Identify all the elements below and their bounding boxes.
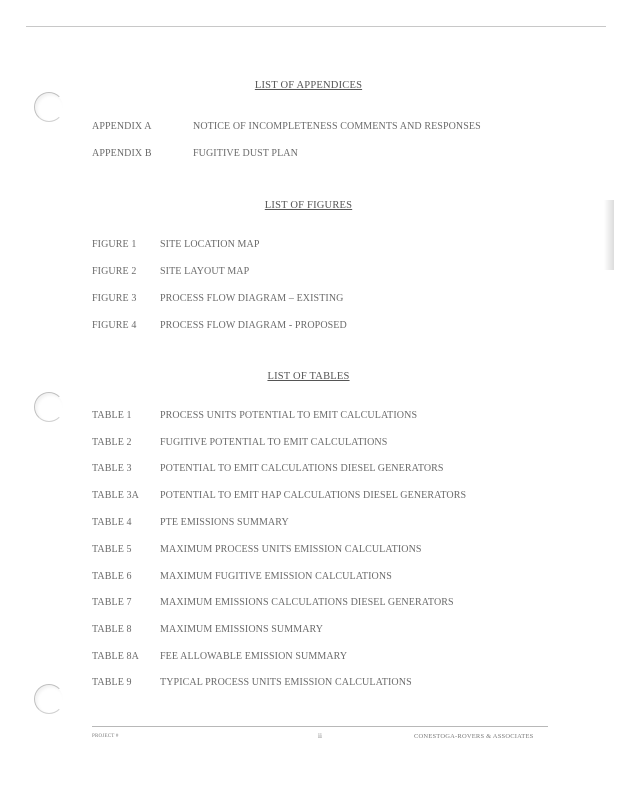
appendices-title: LIST OF APPENDICES — [254, 80, 363, 91]
figure-desc: SITE LOCATION MAP — [160, 239, 260, 250]
table-desc: PTE EMISSIONS SUMMARY — [160, 517, 289, 528]
table-desc: MAXIMUM FUGITIVE EMISSION CALCULATIONS — [160, 571, 392, 582]
table-code: TABLE 3 — [92, 463, 132, 474]
table-code: TABLE 9 — [92, 677, 132, 688]
table-code: TABLE 3A — [92, 490, 139, 501]
tables-title: LIST OF TABLES — [267, 371, 350, 382]
figure-code: FIGURE 3 — [92, 293, 137, 304]
figure-code: FIGURE 1 — [92, 239, 137, 250]
footer-divider — [92, 726, 548, 727]
figure-desc: PROCESS FLOW DIAGRAM – EXISTING — [160, 293, 344, 304]
appendix-code: APPENDIX B — [92, 148, 152, 159]
figure-code: FIGURE 2 — [92, 266, 137, 277]
table-desc: POTENTIAL TO EMIT CALCULATIONS DIESEL GENERATORS — [160, 463, 444, 474]
table-desc: MAXIMUM EMISSIONS SUMMARY — [160, 624, 324, 635]
table-desc: MAXIMUM EMISSIONS CALCULATIONS DIESEL GENERATORS — [160, 597, 454, 608]
appendix-code: APPENDIX A — [92, 121, 152, 132]
table-desc: MAXIMUM PROCESS UNITS EMISSION CALCULATIONS — [160, 544, 422, 555]
appendix-desc: FUGITIVE DUST PLAN — [193, 148, 298, 159]
footer-project-number: PROJECT # — [92, 734, 119, 739]
table-code: TABLE 7 — [92, 597, 132, 608]
table-desc: PROCESS UNITS POTENTIAL TO EMIT CALCULATIONS — [160, 410, 418, 421]
table-desc: TYPICAL PROCESS UNITS EMISSION CALCULATIONS — [160, 677, 412, 688]
table-desc: POTENTIAL TO EMIT HAP CALCULATIONS DIESEL GENERATORS — [160, 490, 467, 501]
table-desc: FEE ALLOWABLE EMISSION SUMMARY — [160, 651, 348, 662]
figure-code: FIGURE 4 — [92, 320, 137, 331]
figures-title: LIST OF FIGURES — [264, 200, 353, 211]
page-number: ii — [318, 732, 322, 740]
table-code: TABLE 8 — [92, 624, 132, 635]
punch-hole-middle — [34, 392, 64, 422]
table-code: TABLE 6 — [92, 571, 132, 582]
appendix-desc: NOTICE OF INCOMPLETENESS COMMENTS AND RESPONSES — [193, 121, 481, 132]
footer-company: CONESTOGA-ROVERS & ASSOCIATES — [414, 733, 534, 740]
table-code: TABLE 1 — [92, 410, 132, 421]
top-border — [26, 26, 606, 27]
figure-desc: SITE LAYOUT MAP — [160, 266, 250, 277]
table-code: TABLE 2 — [92, 437, 132, 448]
table-code: TABLE 5 — [92, 544, 132, 555]
table-code: TABLE 4 — [92, 517, 132, 528]
figure-desc: PROCESS FLOW DIAGRAM - PROPOSED — [160, 320, 347, 331]
table-code: TABLE 8A — [92, 651, 139, 662]
punch-hole-bottom — [34, 684, 64, 714]
punch-hole-top — [34, 92, 64, 122]
table-desc: FUGITIVE POTENTIAL TO EMIT CALCULATIONS — [160, 437, 388, 448]
